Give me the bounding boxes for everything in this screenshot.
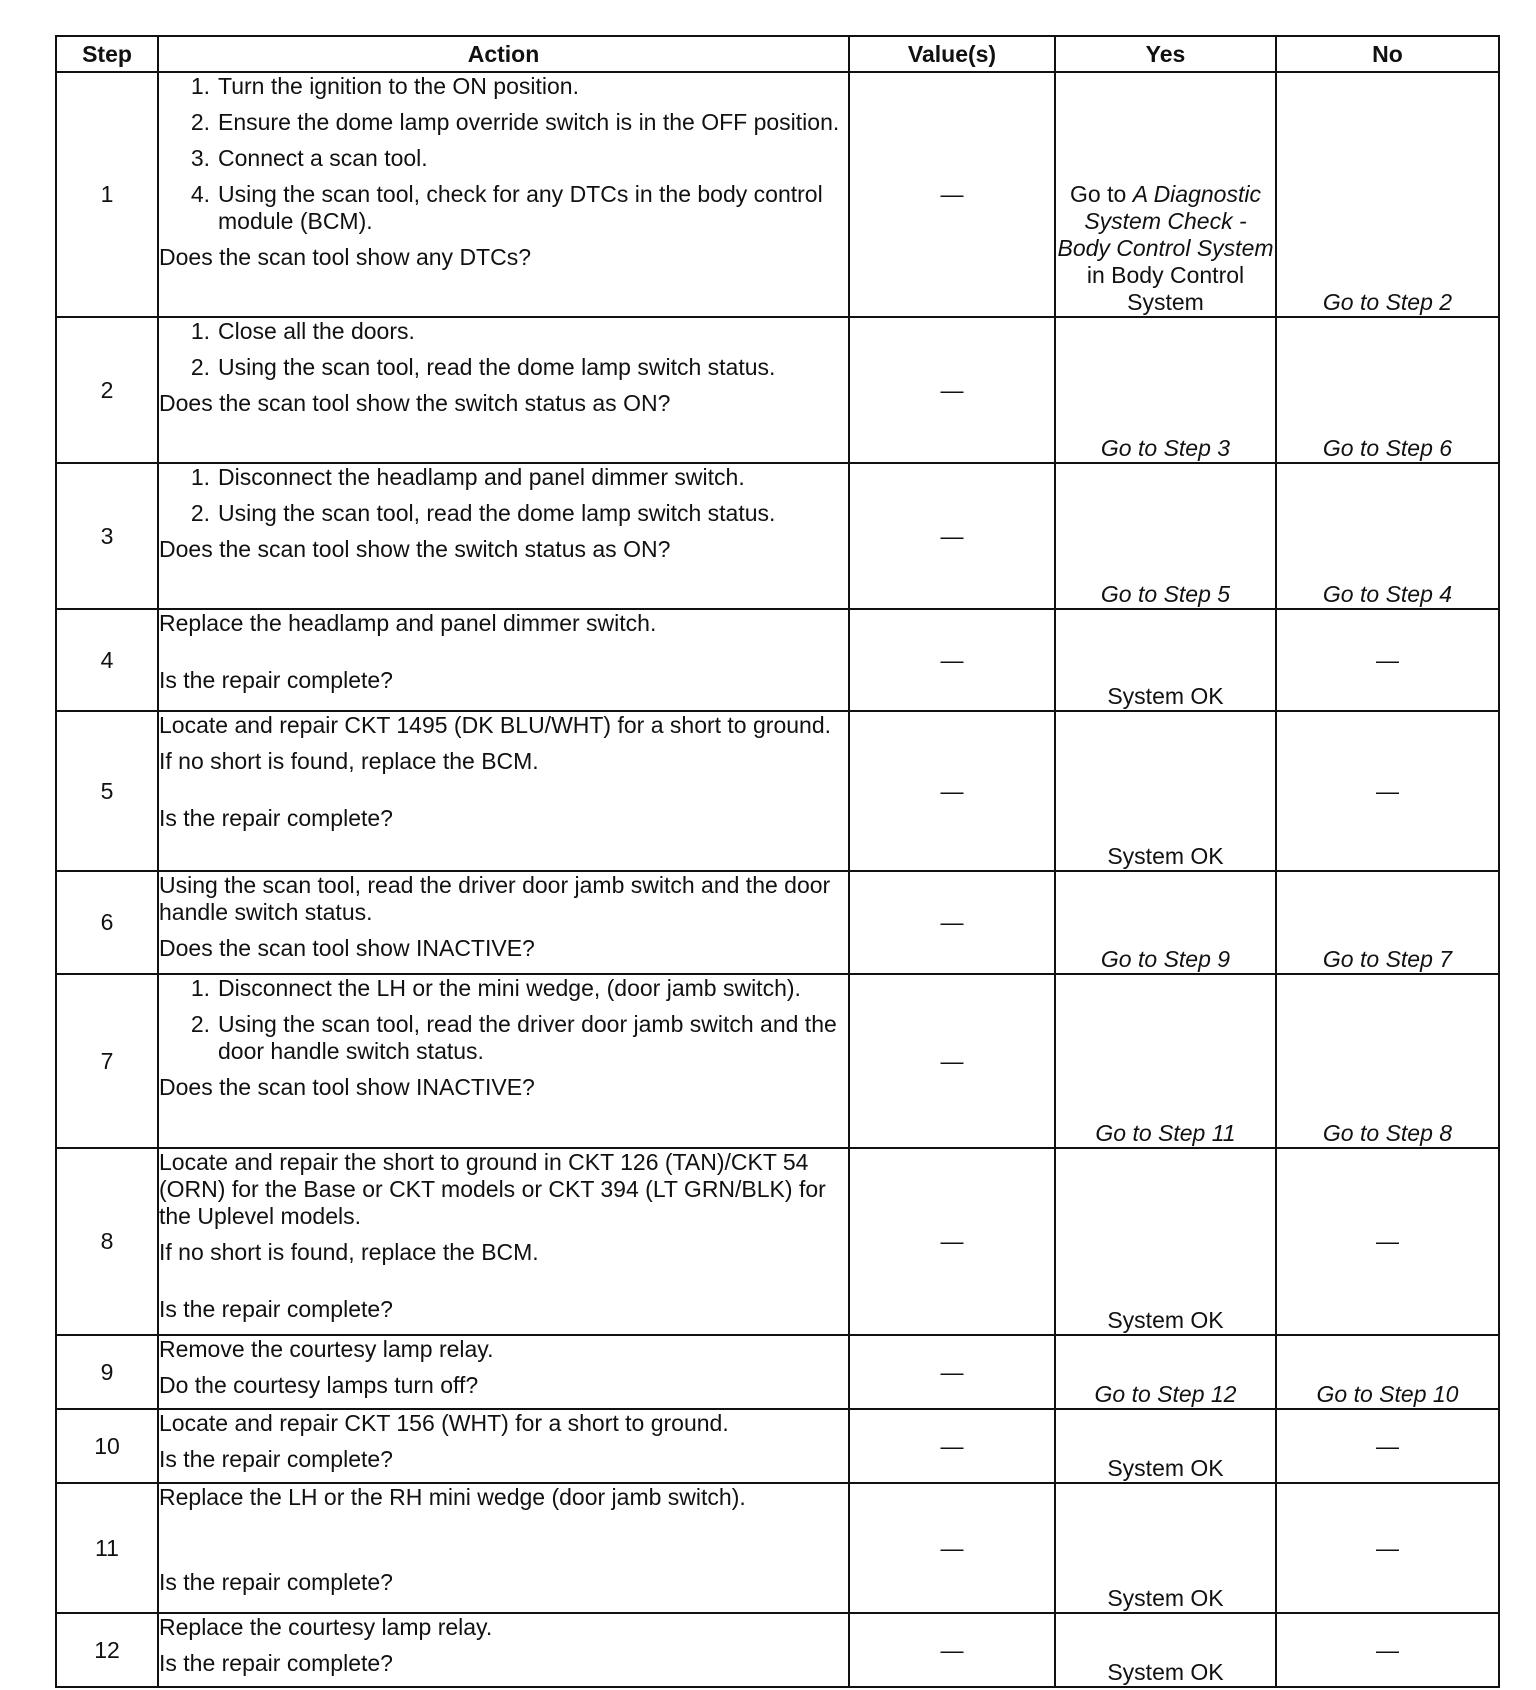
yes-cell[interactable] — [1055, 72, 1276, 317]
action-cell — [158, 1335, 849, 1409]
action-text: If no short is found, replace the BCM. — [159, 748, 539, 774]
action-cell — [158, 1613, 849, 1687]
action-question: Does the scan tool show the switch status as ON? — [159, 536, 671, 562]
no-cell: — — [1276, 1409, 1499, 1483]
action-text: Using the scan tool, read the driver door jamb switch and the door handle switch status. — [159, 872, 831, 925]
action-question: Do the courtesy lamps turn off? — [159, 1372, 479, 1398]
action-step — [159, 109, 848, 136]
go-to-step-link[interactable]: Go to Step 4 — [1322, 581, 1453, 607]
no-cell[interactable] — [1276, 871, 1499, 974]
header-action: Action — [158, 36, 849, 72]
step-text: Turn the ignition to the ON position. — [218, 73, 579, 99]
step-text: Using the scan tool, check for any DTCs in the body control module (BCM). — [218, 181, 823, 234]
step-text: Connect a scan tool. — [218, 145, 428, 171]
step-text: Using the scan tool, read the dome lamp switch status. — [218, 500, 776, 526]
action-steps — [159, 975, 848, 1065]
no-cell: — — [1276, 1148, 1499, 1335]
table-row — [56, 1409, 1499, 1483]
yes-suffix: in Body Control System — [1086, 262, 1245, 315]
no-cell[interactable] — [1276, 72, 1499, 317]
action-text: Replace the courtesy lamp relay. — [159, 1614, 493, 1640]
step-number: 8 — [56, 1148, 158, 1335]
action-text: Remove the courtesy lamp relay. — [159, 1336, 494, 1362]
table-row — [56, 1483, 1499, 1613]
header-step: Step — [56, 36, 158, 72]
no-cell: — — [1276, 711, 1499, 871]
action-text: Locate and repair CKT 156 (WHT) for a short to ground. — [159, 1410, 729, 1436]
result-text: System OK — [1107, 1585, 1224, 1611]
action-question: Does the scan tool show any DTCs? — [159, 244, 532, 270]
go-to-step-link[interactable]: Go to Step 11 — [1095, 1120, 1236, 1146]
table-row — [56, 72, 1499, 317]
action-question: Does the scan tool show INACTIVE? — [159, 935, 535, 961]
result-text: System OK — [1107, 843, 1224, 869]
yes-cell — [1055, 1409, 1276, 1483]
action-step — [159, 318, 848, 345]
action-cell — [158, 1483, 849, 1613]
step-index: 1. — [190, 73, 210, 99]
value-cell: — — [849, 1483, 1055, 1613]
step-number: 5 — [56, 711, 158, 871]
diagnostic-check-link[interactable]: A Diagnostic System Check - Body Control System — [1057, 181, 1274, 261]
action-cell — [158, 1409, 849, 1483]
table-row — [56, 463, 1499, 609]
action-text: Locate and repair CKT 1495 (DK BLU/WHT) for a short to ground. — [159, 712, 831, 738]
step-text: Close all the doors. — [218, 318, 415, 344]
no-cell: — — [1276, 609, 1499, 711]
action-cell — [158, 463, 849, 609]
action-cell — [158, 1148, 849, 1335]
step-number: 2 — [56, 317, 158, 463]
step-number: 7 — [56, 974, 158, 1148]
no-cell[interactable] — [1276, 463, 1499, 609]
diagnostic-table — [55, 35, 1500, 1688]
action-cell — [158, 317, 849, 463]
yes-cell[interactable] — [1055, 974, 1276, 1148]
action-step — [159, 354, 848, 381]
go-to-step-link[interactable]: Go to Step 8 — [1322, 1120, 1453, 1146]
step-number: 4 — [56, 609, 158, 711]
action-step — [159, 1011, 848, 1065]
step-number: 3 — [56, 463, 158, 609]
table-row — [56, 711, 1499, 871]
action-question: Is the repair complete? — [159, 805, 393, 831]
header-row — [56, 36, 1499, 72]
table-row — [56, 974, 1499, 1148]
value-cell: — — [849, 711, 1055, 871]
table-row — [56, 1613, 1499, 1687]
action-text: Replace the LH or the RH mini wedge (door jamb switch). — [159, 1484, 746, 1510]
step-index: 1. — [190, 464, 210, 490]
value-cell: — — [849, 871, 1055, 974]
no-cell[interactable] — [1276, 317, 1499, 463]
action-steps — [159, 464, 848, 527]
action-step — [159, 500, 848, 527]
go-to-step-link[interactable]: Go to Step 7 — [1322, 946, 1453, 972]
no-cell: — — [1276, 1483, 1499, 1613]
step-index: 3. — [190, 145, 210, 171]
yes-cell — [1055, 1483, 1276, 1613]
header-yes: Yes — [1055, 36, 1276, 72]
go-to-step-link[interactable]: Go to Step 10 — [1316, 1381, 1459, 1407]
action-step — [159, 975, 848, 1002]
value-cell: — — [849, 974, 1055, 1148]
yes-cell[interactable] — [1055, 871, 1276, 974]
result-text: System OK — [1107, 1307, 1224, 1333]
step-text: Using the scan tool, read the dome lamp switch status. — [218, 354, 776, 380]
step-number: 6 — [56, 871, 158, 974]
action-question: Does the scan tool show INACTIVE? — [159, 1074, 535, 1100]
go-to-step-link[interactable]: Go to Step 2 — [1322, 289, 1453, 315]
go-to-step-link[interactable]: Go to Step 9 — [1100, 946, 1231, 972]
action-question: Is the repair complete? — [159, 667, 393, 693]
result-text: System OK — [1107, 1659, 1224, 1685]
table-row — [56, 317, 1499, 463]
step-index: 1. — [190, 318, 210, 344]
result-text: System OK — [1107, 1455, 1224, 1481]
no-cell: — — [1276, 1613, 1499, 1687]
action-question: Does the scan tool show the switch status as ON? — [159, 390, 671, 416]
action-step — [159, 464, 848, 491]
action-cell — [158, 711, 849, 871]
step-number: 9 — [56, 1335, 158, 1409]
step-text: Ensure the dome lamp override switch is in the OFF position. — [218, 109, 840, 135]
go-to-step-link[interactable]: Go to Step 5 — [1100, 581, 1231, 607]
action-step — [159, 145, 848, 172]
action-question: Is the repair complete? — [159, 1446, 393, 1472]
action-text: Locate and repair the short to ground in CKT 126 (TAN)/CKT 54 (ORN) for the Base or CKT models or CKT 394 (LT GRN/BLK) for the Uplevel models. — [159, 1149, 826, 1229]
yes-cell[interactable] — [1055, 1335, 1276, 1409]
value-cell: — — [849, 1335, 1055, 1409]
table-row — [56, 1335, 1499, 1409]
no-cell[interactable] — [1276, 974, 1499, 1148]
step-number: 1 — [56, 72, 158, 317]
yes-cell — [1055, 1613, 1276, 1687]
step-index: 2. — [190, 500, 210, 526]
action-cell — [158, 609, 849, 711]
go-to-step-link[interactable]: Go to Step 3 — [1100, 435, 1231, 461]
action-cell — [158, 974, 849, 1148]
result-text: System OK — [1107, 683, 1224, 709]
table-row — [56, 1148, 1499, 1335]
step-number: 11 — [56, 1483, 158, 1613]
yes-prefix: Go to — [1070, 181, 1133, 207]
action-steps — [159, 73, 848, 235]
step-index: 1. — [190, 975, 210, 1001]
action-text: If no short is found, replace the BCM. — [159, 1239, 539, 1265]
yes-cell — [1055, 711, 1276, 871]
value-cell: — — [849, 72, 1055, 317]
go-to-step-link[interactable]: Go to Step 12 — [1094, 1381, 1237, 1407]
value-cell: — — [849, 1613, 1055, 1687]
header-values: Value(s) — [849, 36, 1055, 72]
step-index: 4. — [190, 181, 210, 207]
action-question: Is the repair complete? — [159, 1650, 393, 1676]
action-cell — [158, 871, 849, 974]
step-index: 2. — [190, 109, 210, 135]
action-step — [159, 181, 848, 235]
step-index: 2. — [190, 354, 210, 380]
step-number: 12 — [56, 1613, 158, 1687]
step-index: 2. — [190, 1011, 210, 1037]
value-cell: — — [849, 1148, 1055, 1335]
action-cell — [158, 72, 849, 317]
yes-cell[interactable] — [1055, 317, 1276, 463]
action-text: Replace the headlamp and panel dimmer switch. — [159, 610, 657, 636]
step-number: 10 — [56, 1409, 158, 1483]
header-no: No — [1276, 36, 1499, 72]
yes-cell — [1055, 609, 1276, 711]
table-row — [56, 609, 1499, 711]
action-question: Is the repair complete? — [159, 1296, 393, 1322]
value-cell: — — [849, 1409, 1055, 1483]
action-steps — [159, 318, 848, 381]
table-row — [56, 871, 1499, 974]
go-to-step-link[interactable]: Go to Step 6 — [1322, 435, 1453, 461]
yes-cell[interactable] — [1055, 463, 1276, 609]
yes-cell — [1055, 1148, 1276, 1335]
value-cell: — — [849, 317, 1055, 463]
value-cell: — — [849, 463, 1055, 609]
step-text: Disconnect the LH or the mini wedge, (door jamb switch). — [218, 975, 801, 1001]
action-step — [159, 73, 848, 100]
step-text: Disconnect the headlamp and panel dimmer switch. — [218, 464, 745, 490]
no-cell[interactable] — [1276, 1335, 1499, 1409]
value-cell: — — [849, 609, 1055, 711]
step-text: Using the scan tool, read the driver door jamb switch and the door handle switch status. — [218, 1011, 837, 1064]
action-question: Is the repair complete? — [159, 1569, 393, 1595]
